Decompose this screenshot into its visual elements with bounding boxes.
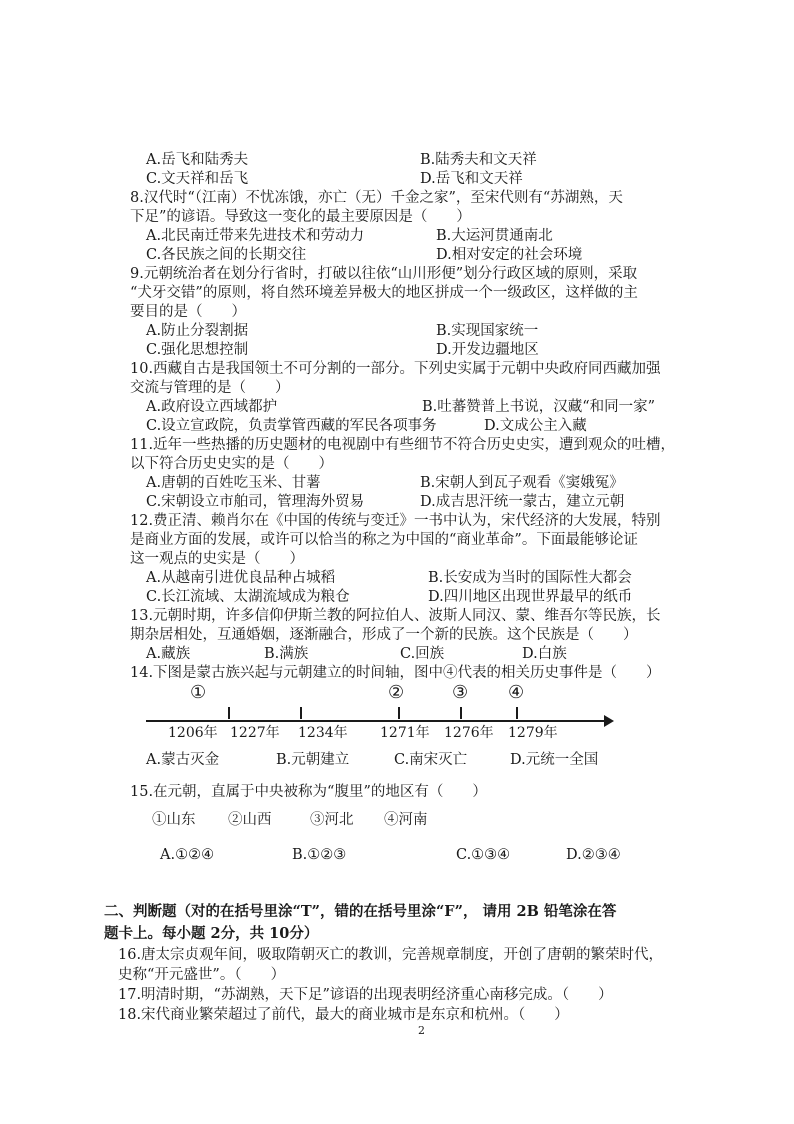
q11-option-d: D.成吉思汗统一蒙古，建立元朝: [420, 494, 625, 510]
timeline-tick: [228, 707, 230, 719]
timeline-year-1234: 1234年: [298, 725, 348, 741]
q12-stem-line2: 是商业方面的发展，或许可以恰当的称之为中国的“商业革命”。下面最能够论证: [130, 532, 638, 548]
q14-option-a: A.蒙古灭金: [146, 752, 220, 768]
q11-option-a: A.唐朝的百姓吃玉米、甘薯: [146, 475, 321, 491]
q13-option-c: C.回族: [400, 646, 445, 662]
q9-stem-line1: 9.元朝统治者在划分行省时，打破以往依“山川形便”划分行政区域的原则，采取: [130, 266, 638, 282]
q11-stem-line1: 11.近年一些热播的历史题材的电视剧中有些细节不符合历史史实，遭到观众的吐槽，: [130, 437, 676, 453]
q12-option-d: D.四川地区出现世界最早的纸币: [428, 589, 633, 605]
timeline-tick: [516, 707, 518, 719]
q15-place-4: ④河南: [384, 812, 428, 828]
q15-stem: 15.在元朝，直属于中央被称为“腹里”的地区有（ ）: [130, 784, 487, 800]
q10-option-b: B.吐蕃赞普上书说，汉藏“和同一家”: [422, 399, 656, 415]
q7-option-b: B.陆秀夫和文天祥: [420, 152, 537, 168]
q8-stem-line2: 下足”的谚语。导致这一变化的最主要原因是（ ）: [130, 209, 471, 225]
q10-option-c: C.设立宣政院，负责掌管西藏的军民各项事务: [146, 418, 437, 434]
timeline-year-1279: 1279年: [508, 725, 558, 741]
timeline-marker-3: ③: [452, 682, 469, 703]
q9-stem-line2: “犬牙交错”的原则，将自然环境差异极大的地区拼成一个一级政区，这样做的主: [130, 285, 638, 301]
q10-option-a: A.政府设立西域都护: [146, 399, 278, 415]
section2-heading-line2: 题卡上。每小题 2分，共 10分）: [104, 925, 319, 942]
q14-option-c: C.南宋灭亡: [394, 752, 468, 768]
q11-option-c: C.宋朝设立市舶司，管理海外贸易: [146, 494, 365, 510]
q12-option-c: C.长江流域、太湖流域成为粮仓: [146, 589, 350, 605]
q7-option-c: C.文天祥和岳飞: [146, 171, 249, 187]
q10-option-d: D.文成公主入藏: [484, 418, 587, 434]
q7-option-d: D.岳飞和文天祥: [420, 171, 523, 187]
timeline-arrow: [604, 715, 614, 727]
q9-option-b: B.实现国家统一: [436, 323, 539, 339]
q7-option-a: A.岳飞和陆秀夫: [146, 152, 249, 168]
timeline-year-1206: 1206年: [168, 725, 218, 741]
q9-option-a: A.防止分裂割据: [146, 323, 249, 339]
q8-option-c: C.各民族之间的长期交往: [146, 247, 307, 263]
q11-option-b: B.宋朝人到瓦子观看《窦娥冤》: [420, 475, 624, 491]
q13-option-b: B.满族: [264, 646, 309, 662]
q15-place-3: ③河北: [310, 812, 354, 828]
q12-stem-line1: 12.费正清、赖肖尔在《中国的传统与变迁》一书中认为，宋代经济的大发展，特别: [130, 513, 661, 529]
q18-stem: 18.宋代商业繁荣超过了前代，最大的商业城市是东京和杭州。（ ）: [118, 1007, 569, 1023]
q8-option-b: B.大运河贯通南北: [436, 228, 553, 244]
q12-stem-line3: 这一观点的史实是（ ）: [130, 551, 304, 567]
q16-stem-line1: 16.唐太宗贞观年间，吸取隋朝灭亡的教训，完善规章制度，开创了唐朝的繁荣时代，: [118, 947, 664, 963]
q15-option-b: B.①②③: [292, 847, 347, 863]
q8-stem-line1: 8.汉代时“（江南）不忧冻饿，亦亡（无）千金之家”，至宋代则有“苏湖熟，天: [130, 190, 623, 206]
q14-option-b: B.元朝建立: [276, 752, 350, 768]
q9-option-d: D.开发边疆地区: [436, 342, 539, 358]
timeline-tick: [398, 707, 400, 719]
q13-stem-line2: 期杂居相处，互通婚姻，逐渐融合，形成了一个新的民族。这个民族是（ ）: [130, 627, 638, 643]
q11-stem-line2: 以下符合历史史实的是（ ）: [130, 456, 333, 472]
q15-place-2: ②山西: [228, 812, 272, 828]
q13-stem-line1: 13.元朝时期，许多信仰伊斯兰教的阿拉伯人、波斯人同汉、蒙、维吾尔等民族，长: [130, 608, 661, 624]
timeline-year-1276: 1276年: [444, 725, 494, 741]
timeline-marker-4: ④: [508, 682, 525, 703]
q10-stem-line1: 10.西藏自古是我国领土不可分割的一部分。下列史实属于元朝中央政府同西藏加强: [130, 361, 661, 377]
section2-heading-line1: 二、判断题（对的在括号里涂“T”，错的在括号里涂“F”， 请用 2B 铅笔涂在答: [104, 903, 617, 920]
q17-stem: 17.明清时期，“苏湖熟，天下足”谚语的出现表明经济重心南移完成。（ ）: [118, 987, 613, 1003]
timeline-year-1227: 1227年: [230, 725, 280, 741]
q12-option-b: B.长安成为当时的国际性大都会: [428, 570, 632, 586]
q13-option-d: D.白族: [522, 646, 567, 662]
q15-option-d: D.②③④: [566, 847, 621, 863]
timeline-year-1271: 1271年: [380, 725, 430, 741]
timeline-tick: [460, 707, 462, 719]
q15-option-c: C.①③④: [456, 847, 511, 863]
timeline-marker-2: ②: [388, 682, 405, 703]
q12-option-a: A.从越南引进优良品种占城稻: [146, 570, 336, 586]
q9-option-c: C.强化思想控制: [146, 342, 249, 358]
timeline-marker-1: ①: [190, 682, 207, 703]
q10-stem-line2: 交流与管理的是（ ）: [130, 380, 290, 396]
q8-option-d: D.相对安定的社会环境: [436, 247, 583, 263]
timeline-tick: [300, 707, 302, 719]
q9-stem-line3: 要目的是（ ）: [130, 304, 246, 320]
q16-stem-line2: 史称“开元盛世”。（ ）: [118, 967, 286, 983]
q8-option-a: A.北民南迁带来先进技术和劳动力: [146, 228, 365, 244]
q13-option-a: A.藏族: [146, 646, 191, 662]
q15-option-a: A.①②④: [160, 847, 215, 863]
q14-stem: 14.下图是蒙古族兴起与元朝建立的时间轴，图中④代表的相关历史事件是（ ）: [130, 665, 661, 681]
q15-place-1: ①山东: [152, 812, 196, 828]
page-number: 2: [418, 1024, 425, 1037]
q14-option-d: D.元统一全国: [510, 752, 599, 768]
